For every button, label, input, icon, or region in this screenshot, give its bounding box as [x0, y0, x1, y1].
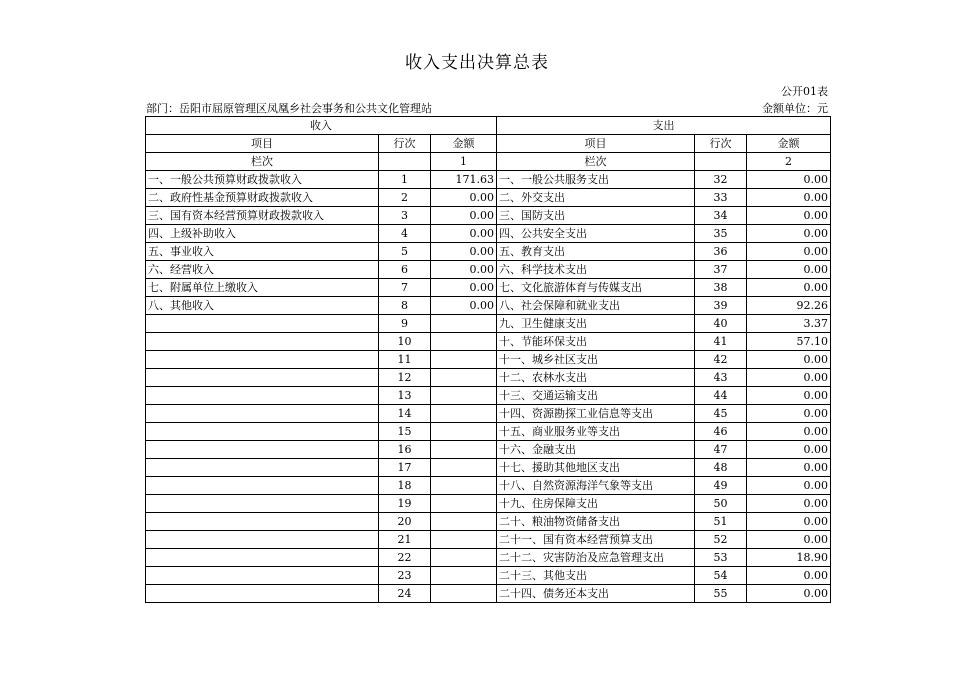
expense-item-cell: 十三、交通运输支出: [497, 387, 695, 405]
expense-item-header: 项目: [497, 135, 695, 153]
expense-item-cell: 六、科学技术支出: [497, 261, 695, 279]
table-row: [146, 243, 831, 261]
expense-rowno-header: 行次: [695, 135, 747, 153]
table-row: [146, 531, 831, 549]
income-amount-header: 金额: [431, 135, 497, 153]
expense-rowno-cell: 38: [695, 279, 747, 297]
income-rowno-cell: 17: [379, 459, 431, 477]
table-row: [146, 423, 831, 441]
table-row: [146, 369, 831, 387]
table-row: [146, 459, 831, 477]
expense-amount-cell: 0.00: [747, 279, 831, 297]
table-row: [146, 171, 831, 189]
table-row: [146, 315, 831, 333]
expense-item-cell: 二十三、其他支出: [497, 567, 695, 585]
expense-amount-cell: 0.00: [747, 351, 831, 369]
expense-rowno-cell: 37: [695, 261, 747, 279]
income-amount-cell: [431, 423, 497, 441]
income-item-cell: [146, 549, 379, 567]
income-rowno-cell: 12: [379, 369, 431, 387]
income-amount-cell: 0.00: [431, 261, 497, 279]
report-title: 收入支出决算总表: [405, 53, 549, 73]
income-rowno-cell: 18: [379, 477, 431, 495]
expense-item-cell: 二十一、国有资本经营预算支出: [497, 531, 695, 549]
expense-amount-cell: 18.90: [747, 549, 831, 567]
expense-amount-cell: 0.00: [747, 243, 831, 261]
expense-rowno-cell: 52: [695, 531, 747, 549]
income-expense-table: [145, 116, 831, 603]
expense-amount-cell: 0.00: [747, 441, 831, 459]
income-amount-cell: [431, 387, 497, 405]
income-item-cell: [146, 315, 379, 333]
expense-amount-cell: 0.00: [747, 477, 831, 495]
table-row: [146, 549, 831, 567]
income-amount-cell: 0.00: [431, 189, 497, 207]
income-item-cell: 一、一般公共预算财政拨款收入: [146, 171, 379, 189]
expense-rowno-cell: 33: [695, 189, 747, 207]
expense-item-cell: 二十二、灾害防治及应急管理支出: [497, 549, 695, 567]
expense-rowno-cell: 39: [695, 297, 747, 315]
expense-rowno-cell: 47: [695, 441, 747, 459]
income-amount-cell: [431, 567, 497, 585]
income-item-cell: [146, 477, 379, 495]
income-amount-cell: [431, 585, 497, 603]
expense-amount-cell: 3.37: [747, 315, 831, 333]
income-item-cell: [146, 351, 379, 369]
expense-amount-cell: 92.26: [747, 297, 831, 315]
expense-amount-cell: 0.00: [747, 567, 831, 585]
expense-item-cell: 十四、资源勘探工业信息等支出: [497, 405, 695, 423]
expense-item-cell: 三、国防支出: [497, 207, 695, 225]
income-item-cell: [146, 369, 379, 387]
income-amount-cell: [431, 495, 497, 513]
expense-rowno-cell: 36: [695, 243, 747, 261]
income-amount-cell: 0.00: [431, 225, 497, 243]
income-amount-cell: [431, 531, 497, 549]
income-rowno-cell: 16: [379, 441, 431, 459]
income-amount-cell: [431, 477, 497, 495]
income-item-cell: [146, 387, 379, 405]
income-amount-cell: [431, 549, 497, 567]
expense-item-cell: 二、外交支出: [497, 189, 695, 207]
expense-amount-cell: 57.10: [747, 333, 831, 351]
expense-lanci-number: 2: [747, 153, 831, 171]
expense-rowno-cell: 53: [695, 549, 747, 567]
income-amount-cell: [431, 369, 497, 387]
expense-item-cell: 五、教育支出: [497, 243, 695, 261]
expense-item-cell: 十五、商业服务业等支出: [497, 423, 695, 441]
income-amount-cell: 0.00: [431, 297, 497, 315]
income-item-cell: [146, 423, 379, 441]
expense-amount-cell: 0.00: [747, 225, 831, 243]
expense-amount-cell: 0.00: [747, 369, 831, 387]
expense-item-cell: 二十、粮油物资储备支出: [497, 513, 695, 531]
income-section-header: 收入: [146, 117, 497, 135]
income-rowno-cell: 13: [379, 387, 431, 405]
expense-amount-cell: 0.00: [747, 189, 831, 207]
income-amount-cell: [431, 441, 497, 459]
income-amount-cell: 0.00: [431, 243, 497, 261]
expense-item-cell: 九、卫生健康支出: [497, 315, 695, 333]
income-rowno-cell: 20: [379, 513, 431, 531]
expense-amount-cell: 0.00: [747, 261, 831, 279]
income-amount-cell: [431, 351, 497, 369]
expense-item-cell: 十二、农林水支出: [497, 369, 695, 387]
expense-lanci-blank: [695, 153, 747, 171]
table-row: [146, 297, 831, 315]
income-rowno-cell: 10: [379, 333, 431, 351]
income-lanci-label: 栏次: [146, 153, 379, 171]
expense-amount-header: 金额: [747, 135, 831, 153]
income-amount-cell: 0.00: [431, 207, 497, 225]
table-row: [146, 567, 831, 585]
expense-rowno-cell: 44: [695, 387, 747, 405]
expense-amount-cell: 0.00: [747, 423, 831, 441]
income-item-cell: [146, 567, 379, 585]
expense-item-cell: 四、公共安全支出: [497, 225, 695, 243]
expense-amount-cell: 0.00: [747, 531, 831, 549]
expense-rowno-cell: 46: [695, 423, 747, 441]
income-rowno-cell: 4: [379, 225, 431, 243]
lanci-row: [146, 153, 831, 171]
income-rowno-cell: 21: [379, 531, 431, 549]
income-item-cell: 七、附属单位上缴收入: [146, 279, 379, 297]
expense-amount-cell: 0.00: [747, 387, 831, 405]
expense-amount-cell: 0.00: [747, 459, 831, 477]
income-item-cell: [146, 405, 379, 423]
column-header-row: [146, 135, 831, 153]
expense-amount-cell: 0.00: [747, 171, 831, 189]
income-rowno-cell: 8: [379, 297, 431, 315]
income-rowno-cell: 2: [379, 189, 431, 207]
table-row: [146, 513, 831, 531]
expense-section-header: 支出: [497, 117, 831, 135]
section-header-row: [146, 117, 831, 135]
table-row: [146, 225, 831, 243]
income-rowno-cell: 3: [379, 207, 431, 225]
income-rowno-cell: 9: [379, 315, 431, 333]
income-rowno-cell: 14: [379, 405, 431, 423]
income-rowno-cell: 1: [379, 171, 431, 189]
income-amount-cell: [431, 333, 497, 351]
expense-item-cell: 十九、住房保障支出: [497, 495, 695, 513]
income-item-cell: [146, 495, 379, 513]
income-rowno-cell: 24: [379, 585, 431, 603]
income-item-cell: 四、上级补助收入: [146, 225, 379, 243]
expense-rowno-cell: 51: [695, 513, 747, 531]
income-rowno-cell: 5: [379, 243, 431, 261]
expense-rowno-cell: 55: [695, 585, 747, 603]
expense-rowno-cell: 32: [695, 171, 747, 189]
table-row: [146, 495, 831, 513]
income-item-cell: [146, 585, 379, 603]
income-rowno-cell: 7: [379, 279, 431, 297]
table-row: [146, 333, 831, 351]
expense-amount-cell: 0.00: [747, 207, 831, 225]
table-row: [146, 189, 831, 207]
expense-rowno-cell: 48: [695, 459, 747, 477]
income-amount-cell: [431, 459, 497, 477]
income-item-cell: 五、事业收入: [146, 243, 379, 261]
income-item-cell: 八、其他收入: [146, 297, 379, 315]
expense-item-cell: 十八、自然资源海洋气象等支出: [497, 477, 695, 495]
income-item-cell: [146, 333, 379, 351]
table-row: [146, 387, 831, 405]
income-rowno-cell: 11: [379, 351, 431, 369]
expense-amount-cell: 0.00: [747, 495, 831, 513]
table-row: [146, 585, 831, 603]
income-amount-cell: [431, 405, 497, 423]
income-rowno-cell: 6: [379, 261, 431, 279]
expense-item-cell: 七、文化旅游体育与传媒支出: [497, 279, 695, 297]
form-number: 公开01表: [781, 85, 828, 98]
expense-amount-cell: 0.00: [747, 585, 831, 603]
income-rowno-cell: 15: [379, 423, 431, 441]
income-amount-cell: 0.00: [431, 279, 497, 297]
income-rowno-cell: 23: [379, 567, 431, 585]
expense-rowno-cell: 41: [695, 333, 747, 351]
department-label: 部门：岳阳市屈原管理区凤凰乡社会事务和公共文化管理站: [146, 102, 432, 115]
expense-rowno-cell: 50: [695, 495, 747, 513]
income-item-cell: 二、政府性基金预算财政拨款收入: [146, 189, 379, 207]
income-item-header: 项目: [146, 135, 379, 153]
table-row: [146, 261, 831, 279]
table-row: [146, 279, 831, 297]
expense-rowno-cell: 43: [695, 369, 747, 387]
expense-item-cell: 八、社会保障和就业支出: [497, 297, 695, 315]
table-row: [146, 351, 831, 369]
expense-rowno-cell: 45: [695, 405, 747, 423]
table-row: [146, 207, 831, 225]
expense-rowno-cell: 42: [695, 351, 747, 369]
table-row: [146, 441, 831, 459]
expense-rowno-cell: 34: [695, 207, 747, 225]
income-rowno-cell: 19: [379, 495, 431, 513]
expense-amount-cell: 0.00: [747, 405, 831, 423]
income-item-cell: 三、国有资本经营预算财政拨款收入: [146, 207, 379, 225]
income-item-cell: [146, 441, 379, 459]
expense-amount-cell: 0.00: [747, 513, 831, 531]
table-row: [146, 405, 831, 423]
income-rowno-header: 行次: [379, 135, 431, 153]
income-item-cell: [146, 531, 379, 549]
expense-rowno-cell: 40: [695, 315, 747, 333]
expense-item-cell: 十、节能环保支出: [497, 333, 695, 351]
income-amount-cell: [431, 315, 497, 333]
income-amount-cell: 171.63: [431, 171, 497, 189]
expense-item-cell: 一、一般公共服务支出: [497, 171, 695, 189]
expense-rowno-cell: 54: [695, 567, 747, 585]
income-item-cell: [146, 513, 379, 531]
expense-item-cell: 十一、城乡社区支出: [497, 351, 695, 369]
income-lanci-blank: [379, 153, 431, 171]
expense-item-cell: 二十四、债务还本支出: [497, 585, 695, 603]
table-row: [146, 477, 831, 495]
expense-rowno-cell: 35: [695, 225, 747, 243]
income-rowno-cell: 22: [379, 549, 431, 567]
expense-item-cell: 十六、金融支出: [497, 441, 695, 459]
expense-item-cell: 十七、援助其他地区支出: [497, 459, 695, 477]
income-item-cell: [146, 459, 379, 477]
income-amount-cell: [431, 513, 497, 531]
amount-unit: 金额单位：元: [762, 102, 828, 115]
income-lanci-number: 1: [431, 153, 497, 171]
expense-rowno-cell: 49: [695, 477, 747, 495]
income-item-cell: 六、经营收入: [146, 261, 379, 279]
expense-lanci-label: 栏次: [497, 153, 695, 171]
